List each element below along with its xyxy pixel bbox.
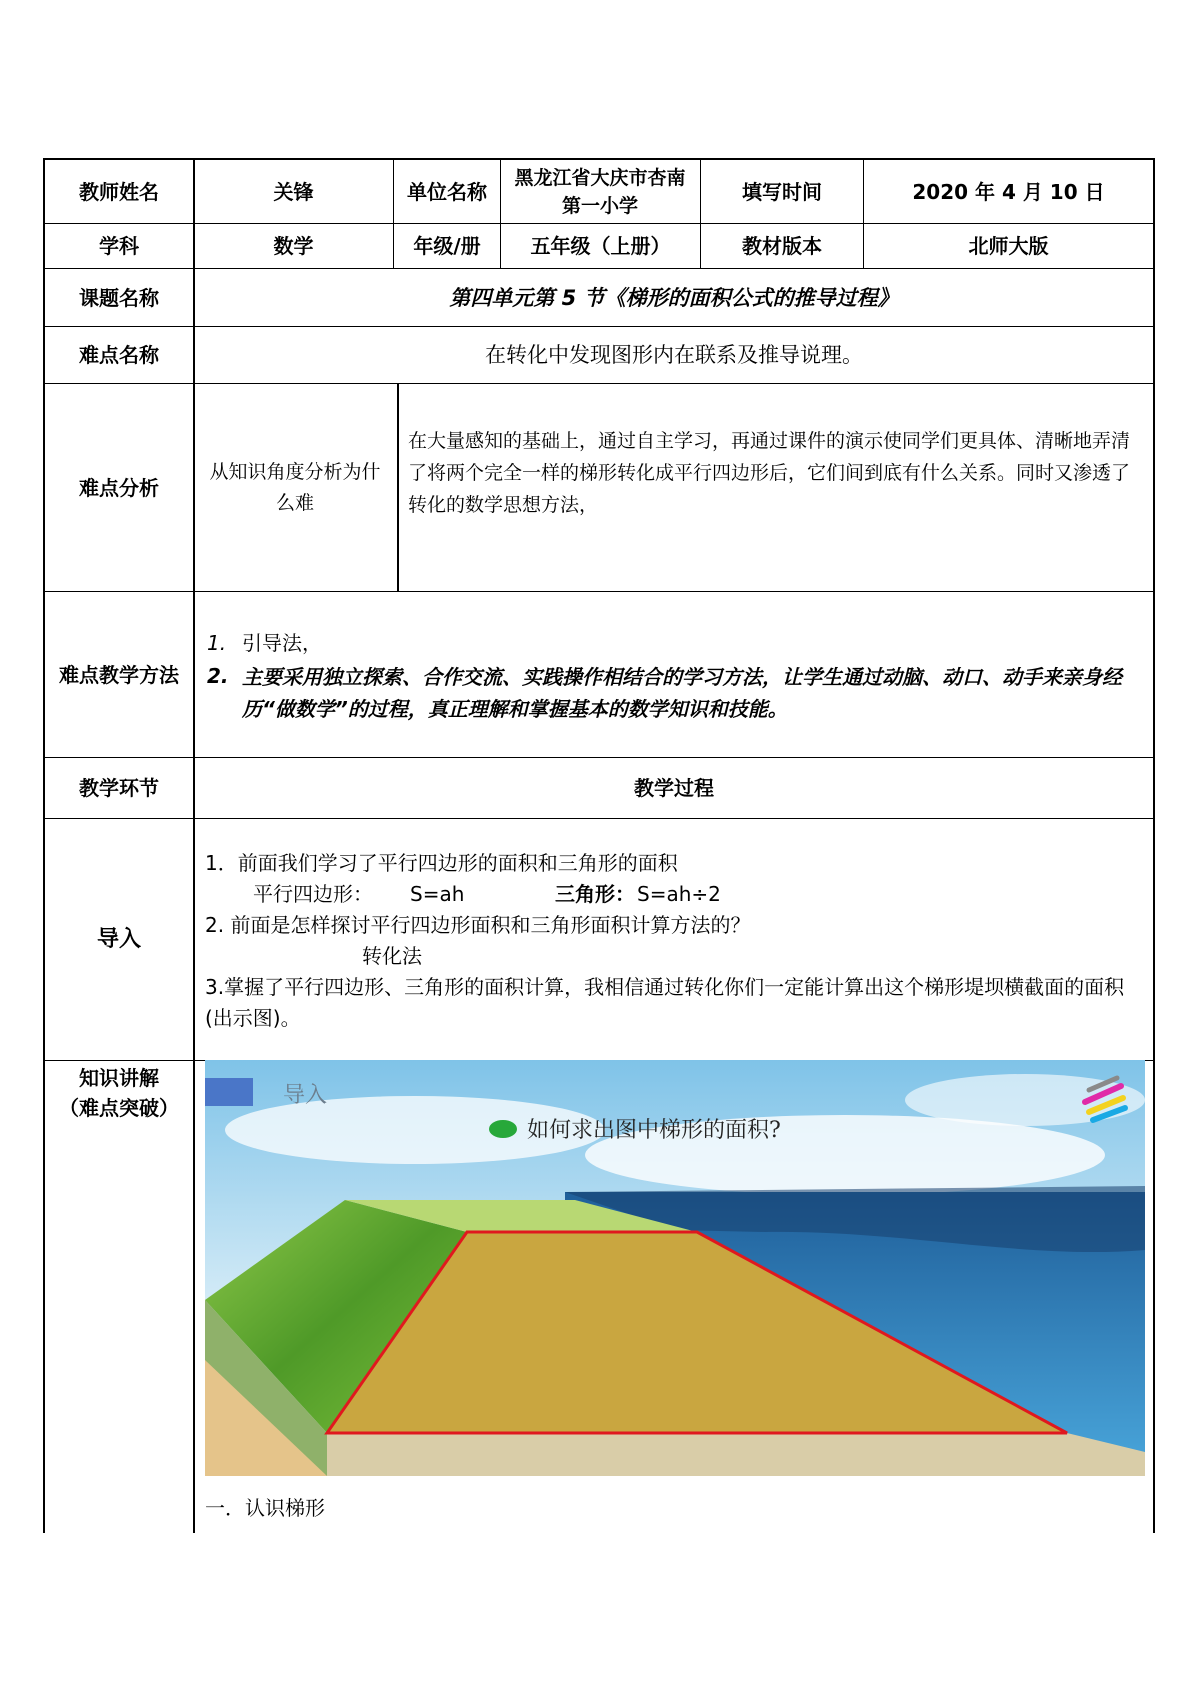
intro-label: 导入 — [96, 926, 141, 952]
method-item-number: 2. — [207, 664, 229, 688]
knowledge-label: 知识讲解 — [79, 1066, 159, 1090]
fill-date-value: 2020 年 4 月 10 日 — [912, 179, 1105, 204]
intro-line-2: 2. 前面是怎样探讨平行四边形面积和三角形面积计算方法的？ — [205, 913, 751, 937]
topic-title: 第四单元第 5 节《梯形的面积公式的推导过程》 — [449, 285, 899, 310]
dam-illustration — [205, 1060, 1145, 1476]
organization-label: 单位名称 — [407, 179, 487, 204]
row-divider — [43, 591, 1155, 592]
teaching-process-heading: 教学过程 — [634, 776, 714, 800]
teacher-name-value: 关锋 — [273, 179, 314, 204]
analysis-label: 难点分析 — [79, 475, 159, 500]
slide-title: 导入 — [283, 1083, 328, 1108]
teacher-name-label: 教师姓名 — [79, 179, 159, 204]
teaching-stage-label: 教学环节 — [79, 776, 159, 800]
method-item-text: 主要采用独立探索、合作交流、实践操作相结合的学习方法，让学生通过动脑、动口、动手来亲身经历“做数学”的过程，真正理解和掌握基本的数学知识和技能。 — [242, 665, 1122, 721]
slide-marker — [205, 1078, 253, 1106]
trapezoid-dam-slide — [205, 1060, 1145, 1476]
intro-line-4: 3.掌握了平行四边形、三角形的面积计算，我相信通过转化你们一定能计算出这个梯形堤坝横截面的面积(出示图)。 — [205, 975, 1125, 1030]
method-item-text: 引导法， — [242, 631, 322, 655]
column-divider — [397, 383, 399, 591]
triangle-label: 三角形： — [555, 882, 635, 906]
grade-label: 年级/册 — [413, 234, 481, 258]
slide-question: 如何求出图中梯形的面积? — [527, 1118, 781, 1143]
topic-label: 课题名称 — [79, 285, 159, 310]
parallelogram-label: 平行四边形： — [253, 882, 373, 906]
dam-base — [327, 1433, 1145, 1476]
analysis-text: 在大量感知的基础上，通过自主学习，再通过课件的演示使同学们更具体、清晰地弄清了将两个完全一样的梯形转化成平行四边形后，它们间到底有什么关系。同时又渗透了转化的数学思想方法， — [408, 430, 1131, 516]
textbook-edition-value: 北师大版 — [968, 234, 1049, 258]
knowledge-sublabel: （难点突破） — [59, 1096, 179, 1120]
method-label: 难点教学方法 — [59, 662, 179, 687]
analysis-sublabel: 从知识角度分析为什么难 — [209, 460, 381, 514]
difficulty-label: 难点名称 — [79, 343, 159, 367]
subject-value: 数学 — [273, 234, 314, 258]
subject-label: 学科 — [99, 234, 139, 258]
grade-value: 五年级（上册） — [530, 234, 671, 258]
row-divider — [43, 818, 1155, 819]
green-bullet-icon — [489, 1120, 517, 1138]
method-item-number: 1. — [207, 631, 227, 655]
intro-line-1: 1．前面我们学习了平行四边形的面积和三角形的面积 — [205, 851, 678, 875]
organization-value: 黑龙江省大庆市杏南第一小学 — [514, 166, 686, 217]
fill-date-label: 填写时间 — [742, 179, 822, 204]
textbook-edition-label: 教材版本 — [742, 234, 822, 258]
section-heading: 一．认识梯形 — [205, 1496, 325, 1520]
intro-line-3: 转化法 — [362, 944, 422, 968]
difficulty-value: 在转化中发现图形内在联系及推导说理。 — [485, 343, 863, 367]
triangle-formula: S=ah÷2 — [637, 882, 721, 906]
parallelogram-formula: S=ah — [410, 882, 465, 906]
